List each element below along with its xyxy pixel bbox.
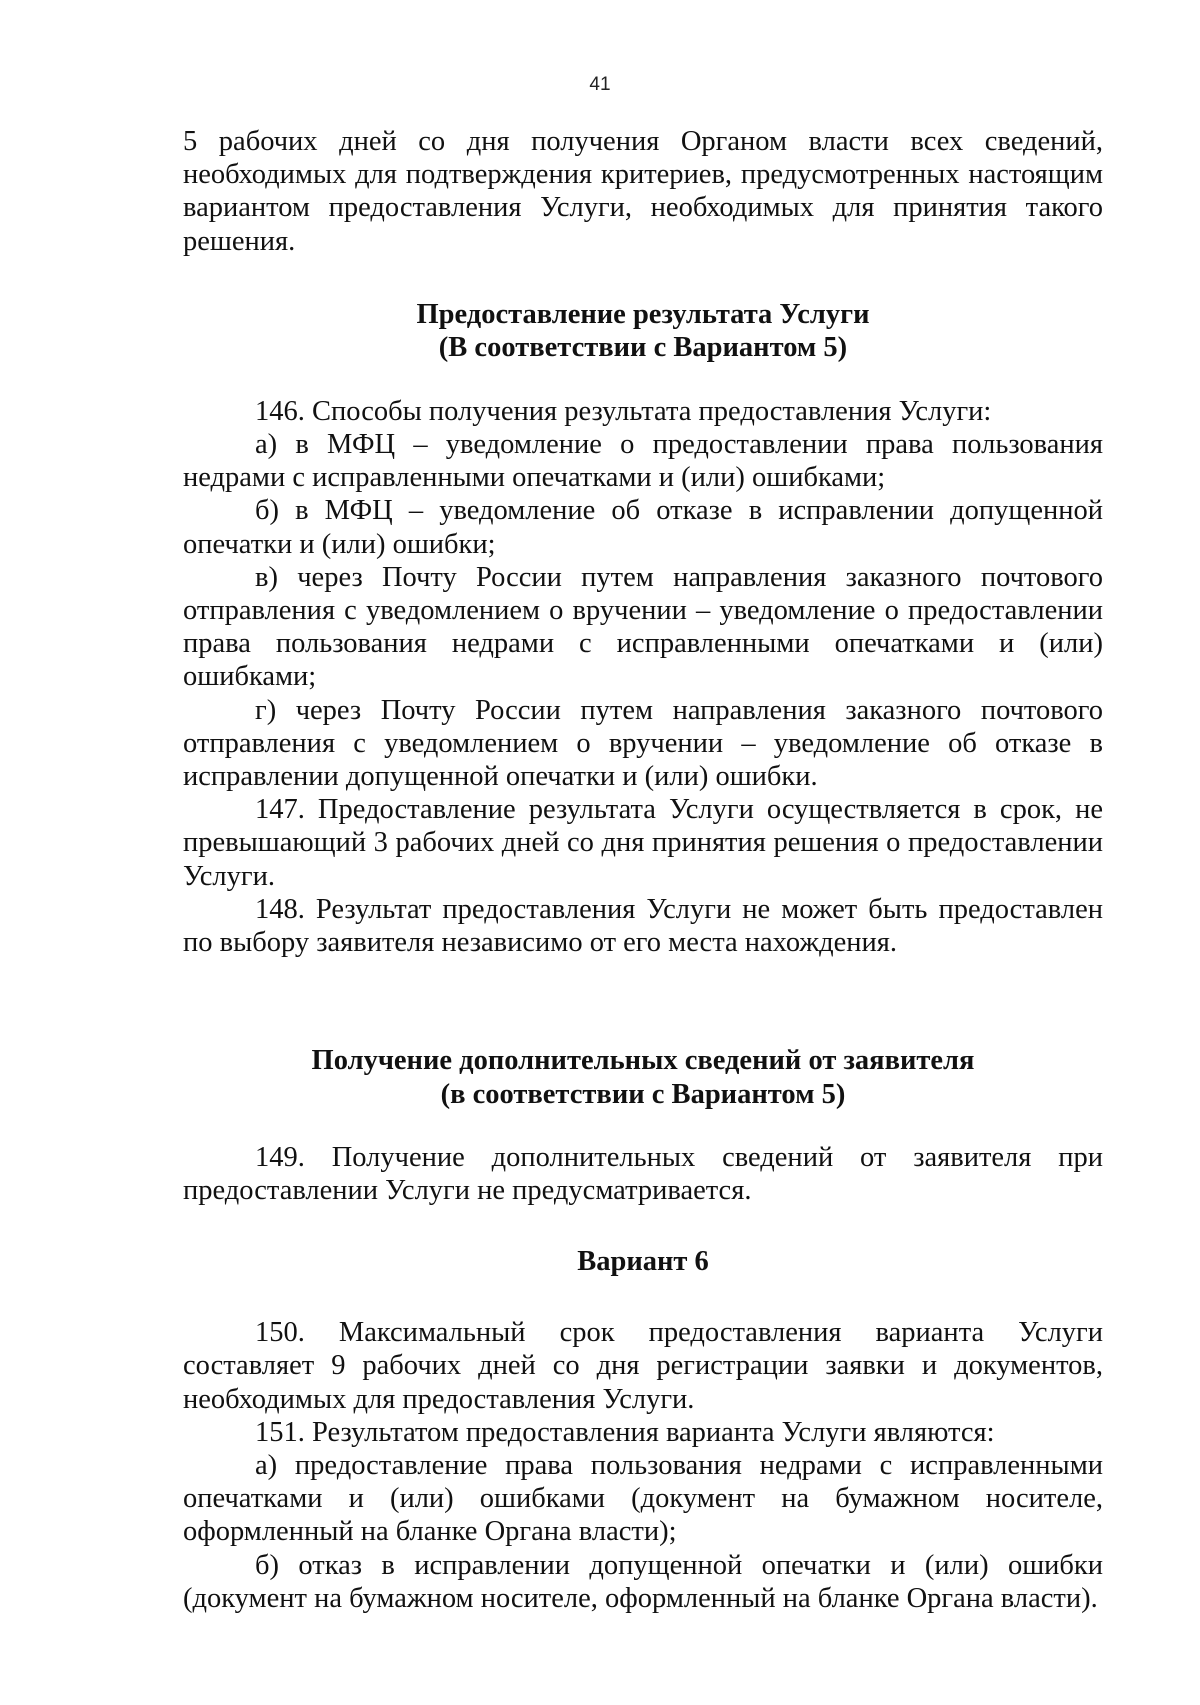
paragraph-151: 151. Результатом предоставления варианта Услуги являются:: [255, 1416, 995, 1448]
paragraph-148: 148. Результат предоставления Услуги не может быть предоставлен по выбору заявителя независимо от его места нахождения.: [183, 893, 1103, 959]
intro-paragraph: 5 рабочих дней со дня получения Органом власти всех сведений, необходимых для подтверждения критериев, предусмотренных настоящим вариантом предоставления Услуги, необходимых для принятия такого решения.: [183, 126, 1103, 257]
paragraph-150: 150. Максимальный срок предоставления варианта Услуги составляет 9 рабочих дней со дня регистрации заявки и документов, необходимых для предоставления Услуги.: [183, 1317, 1103, 1415]
paragraph-146-b: б) в МФЦ – уведомление об отказе в исправлении допущенной опечатки и (или) ошибки;: [183, 495, 1103, 560]
paragraph-147: 147. Предоставление результата Услуги осуществляется в срок, не превышающий 3 рабочих дней со дня принятия решения о предоставлении Услуги.: [183, 794, 1103, 892]
paragraph-146-a: а) в МФЦ – уведомление о предоставлении права пользования недрами с исправленными опечатками и (или) ошибками;: [183, 429, 1103, 494]
section-heading-result-line1: Предоставление результата Услуги: [416, 298, 870, 330]
paragraph-149: 149. Получение дополнительных сведений от заявителя при предоставлении Услуги не предусматривается.: [183, 1142, 1103, 1207]
paragraph-146: 146. Способы получения результата предоставления Услуги:: [255, 395, 992, 427]
section-heading-additional-line2: (в соответствии с Вариантом 5): [440, 1078, 846, 1110]
paragraph-151-a: а) предоставление права пользования недрами с исправленными опечатками и (или) ошибками (документ на бумажном носителе, оформленный на бланке Органа власти);: [183, 1449, 1103, 1548]
paragraph-146-v: в) через Почту России путем направления заказного почтового отправления с уведомлением о вручении – уведомление о предоставлении права пользования недрами с исправленными опечатками и (или) ошибками;: [183, 561, 1103, 693]
section-heading-result: [183, 298, 1103, 365]
page-number: 41: [589, 74, 611, 95]
paragraph-151-b: б) отказ в исправлении допущенной опечатки и (или) ошибки (документ на бумажном носителе, оформленный на бланке Органа власти).: [183, 1549, 1103, 1614]
section-heading-additional-line1: Получение дополнительных сведений от заявителя: [311, 1045, 975, 1077]
document-body: [183, 125, 1103, 1615]
section-heading-result-line2: (В соответствии с Вариантом 5): [438, 332, 848, 364]
paragraph-146-g: г) через Почту России путем направления заказного почтового отправления с уведомлением о вручении – уведомление об отказе в исправлении допущенной опечатки и (или) ошибки.: [183, 694, 1103, 793]
section-heading-additional: [183, 1044, 1103, 1111]
section-heading-variant-6: Вариант 6: [577, 1245, 709, 1277]
